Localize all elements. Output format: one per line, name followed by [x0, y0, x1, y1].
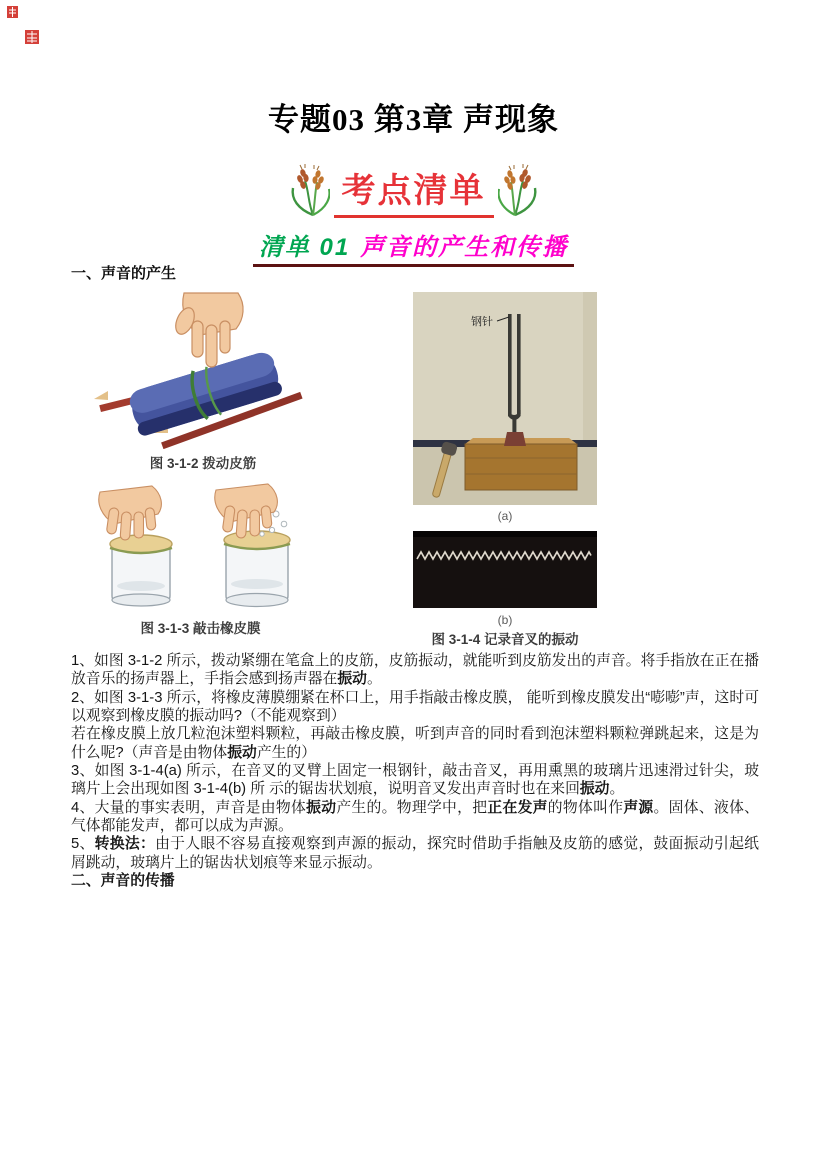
needle-label: 钢针: [471, 316, 493, 328]
wheat-right-icon: [498, 164, 544, 218]
vibration-trace-photo: [413, 531, 597, 608]
photo-b-label: (b): [497, 613, 513, 627]
zigzag-trace: [413, 531, 597, 608]
paragraph-3: 若在橡皮膜上放几粒泡沫塑料颗粒，再敲击橡皮膜，听到声音的同时看到泡沫塑料颗粒弹跳起来，这是为什么呢?（声音是由物体振动产生的）: [71, 726, 759, 761]
body-text: [71, 652, 759, 890]
figure-3-1-2-caption: 图 3-1-2 拨动皮筋: [149, 456, 257, 471]
section-heading-2: 二、声音的传播: [71, 873, 175, 890]
red-stamp-icon: [24, 29, 40, 45]
pencil-box-illustration: [88, 291, 318, 449]
sub-banner: [0, 227, 827, 267]
red-stamp-icon: [6, 5, 19, 19]
figure-3-1-4-caption: 图 3-1-4 记录音叉的振动: [431, 632, 579, 647]
banner-title: 考点清单: [334, 163, 494, 218]
paragraph-1: 1、如图 3-1-2 所示，拨动紧绷在笔盒上的皮筋，皮筋振动，就能听到皮筋发出的声音。将手指放在正在播放音乐的扬声器上，手指会感到扬声器在振动。: [71, 653, 759, 688]
banner: [0, 163, 827, 218]
tuning-fork-photo: [413, 292, 597, 505]
paragraph-5: 4、大量的事实表明，声音是由物体振动产生的。物理学中，把正在发声的物体叫作声源。固体、液体、气体都能发声，都可以成为声源。: [71, 799, 759, 835]
tuning-fork-drawing: [413, 292, 597, 505]
paragraph-2: 2、如图 3-1-3 所示，将橡皮薄膜绷紧在杯口上，用手指敲击橡皮膜， 能听到橡皮膜发出“嘭嘭”声，这时可以观察到橡皮膜的振动吗?（不能观察到）: [71, 689, 759, 725]
sub-banner-number: 清单 01: [258, 234, 351, 261]
jars-illustration: [78, 482, 323, 615]
wheat-left-icon: [284, 164, 330, 218]
photo-a-label: (a): [497, 509, 513, 523]
page-title: 专题03 第3章 声现象: [268, 102, 559, 137]
paragraph-4: 3、如图 3-1-4(a) 所示，在音叉的叉臂上固定一根钢针，敲击音叉，再用熏黑的玻璃片迅速滑过针尖，玻璃片上会出现如图 3-1-4(b) 所 示的锯齿状划痕，说明音叉发出声音时也在来回振动。: [71, 763, 759, 798]
paragraph-6: 5、转换法：由于人眼不容易直接观察到声源的振动，探究时借助手指触及皮筋的感觉，鼓面振动引起纸屑跳动，玻璃片上的锯齿状划痕等来显示振动。: [71, 836, 759, 871]
figure-3-1-3-caption: 图 3-1-3 敲击橡皮膜: [140, 621, 261, 636]
sub-banner-title: 声音的产生和传播: [360, 234, 569, 261]
section-heading-1: 一、声音的产生: [71, 265, 177, 282]
